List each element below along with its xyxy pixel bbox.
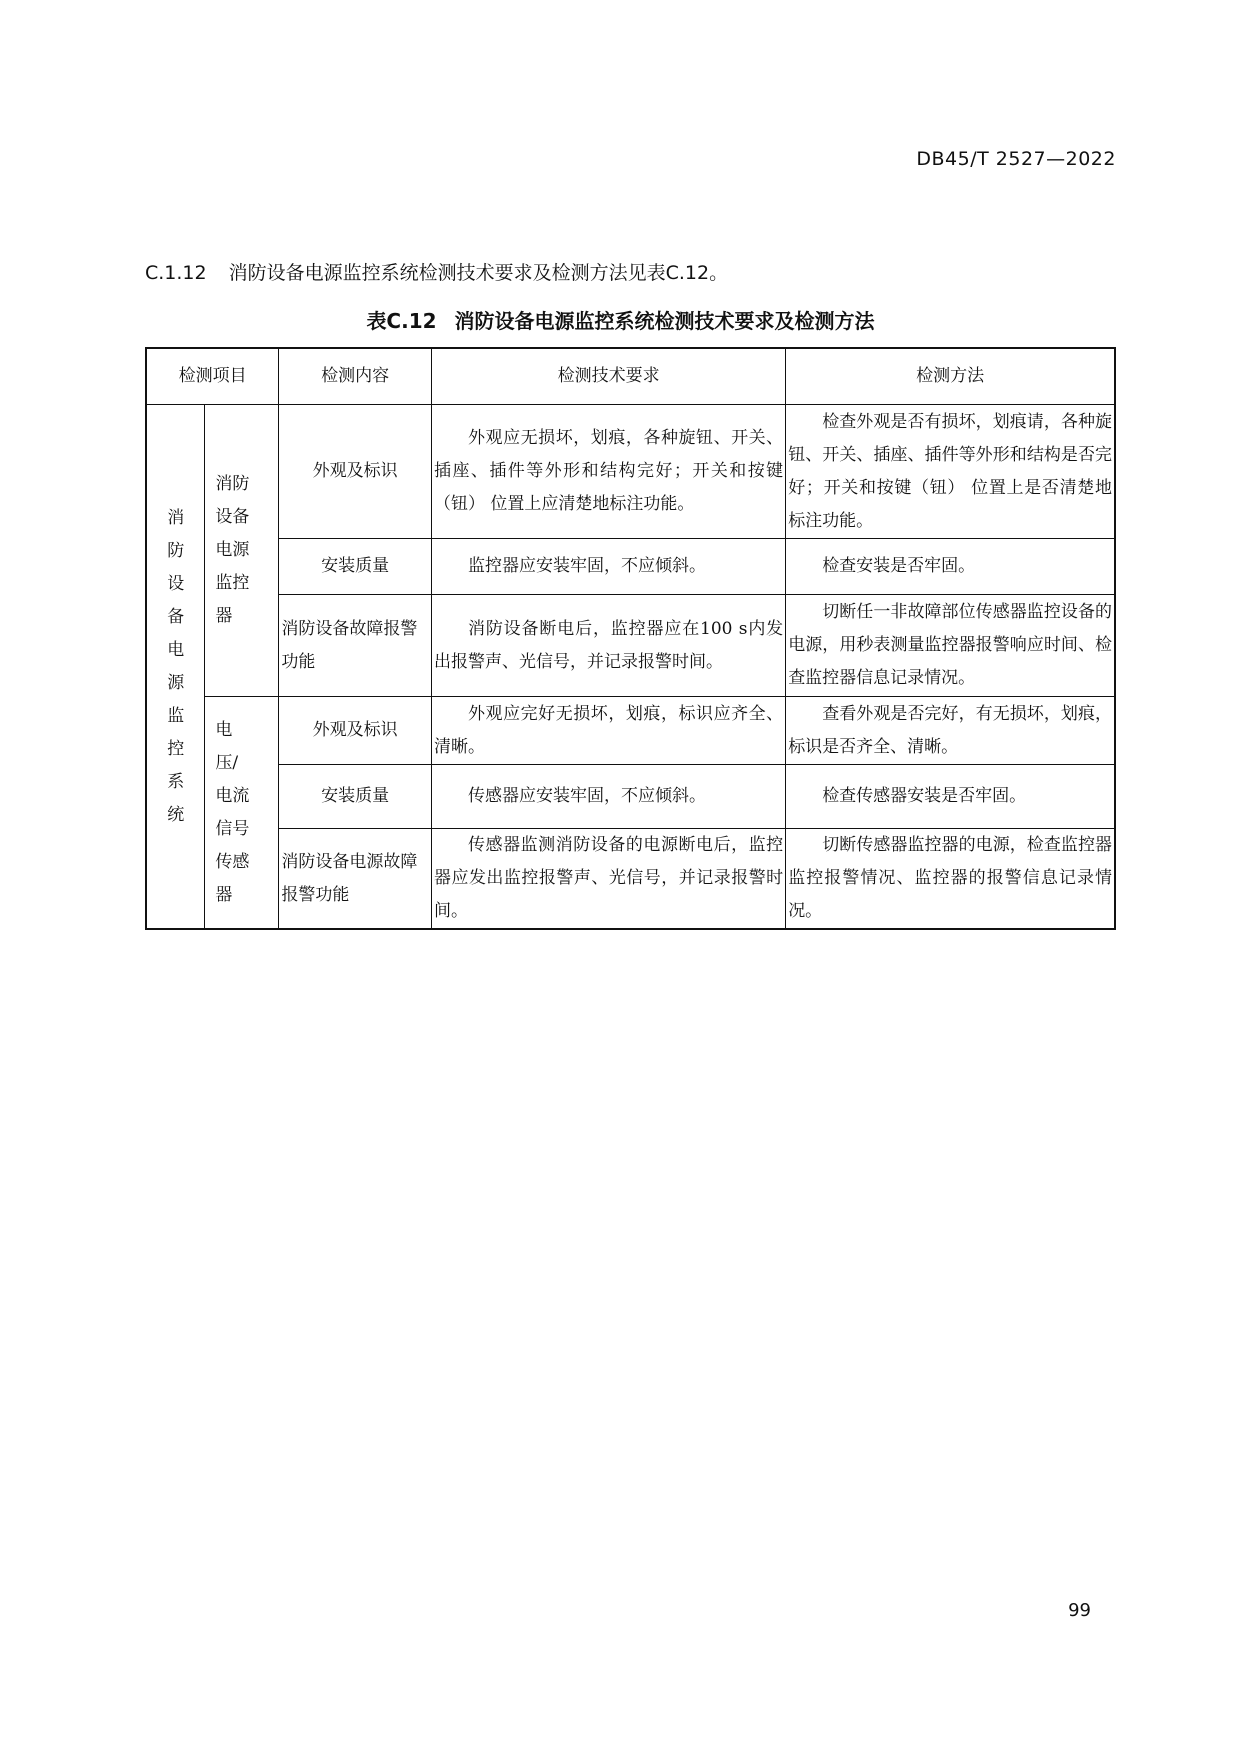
- content-cell: 外观及标识: [279, 405, 432, 539]
- document-code: DB45/T 2527—2022: [916, 148, 1116, 170]
- system-name: 消防设备电源监控系统: [167, 507, 185, 825]
- inspection-table: [145, 347, 1116, 930]
- header-content: 检测内容: [279, 348, 432, 405]
- method-cell: 检查外观是否有损坏，划痕请，各种旋钮、开关、插座、插件等外形和结构是否完好；开关和按键（钮） 位置上是否清楚地标注功能。: [786, 405, 1115, 539]
- requirement-cell: 传感器监测消防设备的电源断电后，监控器应发出监控报警声、光信号，并记录报警时间。: [431, 829, 785, 930]
- requirement-cell: 监控器应安装牢固，不应倾斜。: [431, 539, 785, 595]
- group-cell: [205, 405, 279, 697]
- content-cell: 消防设备故障报警功能: [279, 595, 432, 697]
- group-name: 消防设备电源监控器: [215, 474, 250, 626]
- requirement-cell: 外观应无损坏，划痕，各种旋钮、开关、插座、插件等外形和结构完好；开关和按键（钮） 位置上应清楚地标注功能。: [431, 405, 785, 539]
- section-text: 消防设备电源监控系统检测技术要求及检测方法见表C.12。: [228, 262, 729, 284]
- method-cell: 切断传感器监控器的电源，检查监控器监控报警情况、监控器的报警信息记录情况。: [786, 829, 1115, 930]
- requirement-cell: 传感器应安装牢固，不应倾斜。: [431, 765, 785, 829]
- table-row: [146, 829, 1115, 930]
- header-method: 检测方法: [786, 348, 1115, 405]
- content-cell: 外观及标识: [279, 697, 432, 765]
- table-row: [146, 765, 1115, 829]
- table-title: [0, 305, 1241, 334]
- table-row: [146, 697, 1115, 765]
- content-cell: 消防设备电源故障报警功能: [279, 829, 432, 930]
- system-cell: [146, 405, 205, 930]
- table-row: [146, 539, 1115, 595]
- page-number: 99: [1068, 1600, 1091, 1621]
- table-row: [146, 595, 1115, 697]
- group-name: 电压/电流信号传感器: [215, 719, 250, 905]
- method-cell: 检查安装是否牢固。: [786, 539, 1115, 595]
- section-heading: [145, 258, 728, 285]
- header-requirement: 检测技术要求: [431, 348, 785, 405]
- table-header-row: [146, 348, 1115, 405]
- requirement-cell: 外观应完好无损坏，划痕，标识应齐全、清晰。: [431, 697, 785, 765]
- method-cell: 检查传感器安装是否牢固。: [786, 765, 1115, 829]
- method-cell: 查看外观是否完好，有无损坏，划痕，标识是否齐全、清晰。: [786, 697, 1115, 765]
- method-cell: 切断任一非故障部位传感器监控设备的电源，用秒表测量监控器报警响应时间、检查监控器信息记录情况。: [786, 595, 1115, 697]
- content-cell: 安装质量: [279, 765, 432, 829]
- group-cell: [205, 697, 279, 930]
- table-title-text: 消防设备电源监控系统检测技术要求及检测方法: [454, 309, 875, 333]
- header-item: 检测项目: [146, 348, 279, 405]
- content-cell: 安装质量: [279, 539, 432, 595]
- table-row: [146, 405, 1115, 539]
- requirement-cell: 消防设备断电后，监控器应在100 s内发出报警声、光信号，并记录报警时间。: [431, 595, 785, 697]
- section-number: C.1.12: [145, 262, 207, 284]
- table-number: 表C.12: [366, 309, 437, 333]
